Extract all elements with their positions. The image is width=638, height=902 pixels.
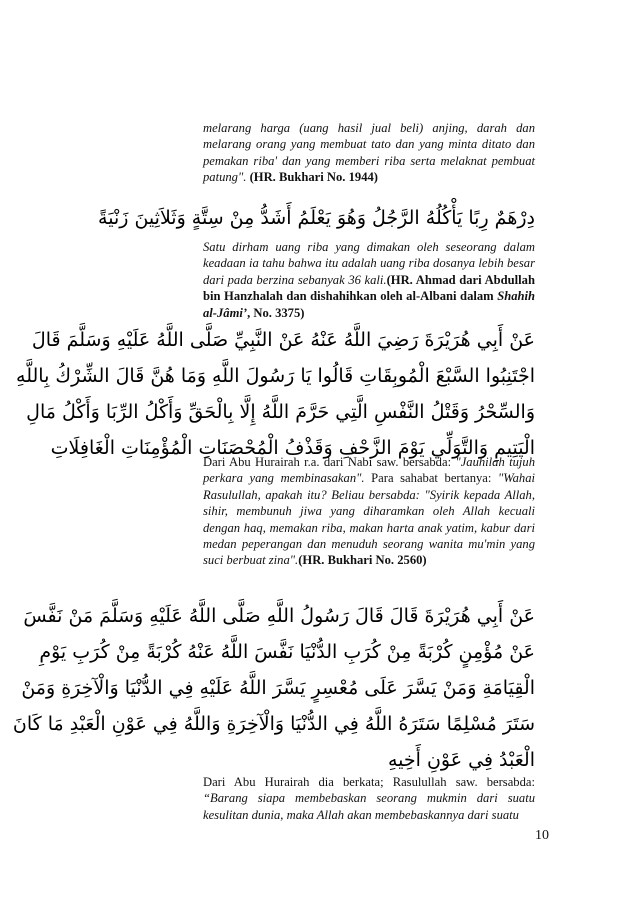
paragraph-seven-sins-translation [203, 454, 535, 569]
arabic-line: وَالسِّحْرُ وَقَتْلُ النَّفْسِ الَّتِي حَرَّمَ اللَّهُ إِلَّا بِالْحَقِّ وَأَكْلُ الرِّبَا وَأَكْلُ مَالِ [26, 401, 535, 423]
hadith-source-part2: , No. 3375) [247, 305, 305, 320]
paragraph-dirham-translation [203, 239, 535, 321]
hadith-translation-text: melarang harga (uang hasil jual beli) anjing, darah dan melarang orang yang membuat tato dan yang minta ditato dan pemakan riba' dan yang memberi riba serta melaknat pembuat patung". [203, 121, 535, 185]
arabic-line: الْعَبْدُ فِي عَوْنِ أَخِيهِ [387, 749, 535, 771]
arabic-text: دِرْهَمٌ رِبًا يَأْكُلُهُ الرَّجُلُ وَهُوَ يَعْلَمُ أَشَدُّ مِنْ سِتَّةٍ وَثَلاَثِينَ زَنْيَةً [98, 207, 535, 229]
paragraph-hadith-continuation [203, 120, 535, 186]
arabic-line: عَنْ أَبِي هُرَيْرَةَ قَالَ قَالَ رَسُولُ اللَّهِ صَلَّى اللَّهُ عَلَيْهِ وَسَلَّمَ مَنْ نَفَّسَ [23, 605, 535, 627]
arabic-line: الْقِيَامَةِ وَمَنْ يَسَّرَ عَلَى مُعْسِرٍ يَسَّرَ اللَّهُ عَلَيْهِ فِي الدُّنْيَا وَالْآخِرَةِ وَمَنْ [21, 677, 535, 699]
arabic-line: عَنْ أَبِي هُرَيْرَةَ رَضِيَ اللَّهُ عَنْهُ عَنْ النَّبِيِّ صَلَّى اللَّهُ عَلَيْهِ وَسَلَّمَ قَالَ [31, 329, 535, 351]
quote-text: "Wahai Rasulullah, apakah itu? Beliau bersabda: "Syirik kepada Allah, sihir, membunuh jiwa yang diharamkan oleh Allah kecuali dengan haq, memakan riba, makan harta anak yatim, kabur dari medan peperangan dan menuduh seorang wanita mu'min yang suci berbuat zina". [203, 471, 535, 568]
hadith-source: (HR. Bukhari No. 1944) [249, 170, 378, 185]
quote-text: "Jauhilah tujuh perkara yang membinasakan". [203, 455, 535, 486]
quote-text: “Barang siapa membebaskan seorang mukmin dari suatu kesulitan dunia, maka Allah akan membebaskannya dari suatu [203, 791, 535, 822]
translation-text: Satu dirham uang riba yang dimakan oleh seseorang dalam keadaan ia tahu bahwa itu adalah uang riba dosanya lebih besar dari pada berzina sebanyak 36 kali. [203, 240, 535, 287]
page-number: 10 [535, 828, 549, 843]
narration-mid: Para sahabat bertanya: [364, 471, 498, 486]
arabic-hadith-relief [12, 598, 535, 778]
narration-intro: Dari Abu Hurairah dia berkata; Rasulullah saw. bersabda: [203, 775, 535, 789]
arabic-line: سَتَرَ مُسْلِمًا سَتَرَهُ اللَّهُ فِي الدُّنْيَا وَالْآخِرَةِ وَاللَّهُ فِي عَوْنِ الْعَبْدِ مَا كَانَ [12, 713, 535, 735]
arabic-hadith-seven-sins [16, 322, 535, 466]
arabic-line: اجْتَنِبُوا السَّبْعَ الْمُوبِقَاتِ قَالُوا يَا رَسُولَ اللَّهِ وَمَا هُنَّ قَالَ الشِّرْكُ بِاللَّهِ [16, 365, 535, 387]
arabic-hadith-dirham [98, 200, 535, 236]
book-title: Shahih al-Jâmi’ [203, 289, 535, 320]
paragraph-relief-translation [203, 774, 535, 823]
arabic-line: عَنْ مُؤْمِنٍ كُرْبَةً مِنْ كُرَبِ الدُّنْيَا نَفَّسَ اللَّهُ عَنْهُ كُرْبَةً مِنْ كُرَبِ يَوْمِ [39, 641, 535, 663]
arabic-line: الْيَتِيمِ وَالتَّوَلِّي يَوْمَ الزَّحْفِ وَقَذْفُ الْمُحْصَنَاتِ الْمُؤْمِنَاتِ الْغَافِلَاتِ [50, 437, 535, 459]
narration-intro: Dari Abu Hurairah r.a. dari Nabi saw. bersabda: [203, 455, 456, 469]
hadith-source-part1: (HR. Ahmad dari Abdullah bin Hanzhalah dan dishahihkan oleh al-Albani dalam [203, 272, 535, 304]
hadith-source: (HR. Bukhari No. 2560) [298, 553, 427, 568]
